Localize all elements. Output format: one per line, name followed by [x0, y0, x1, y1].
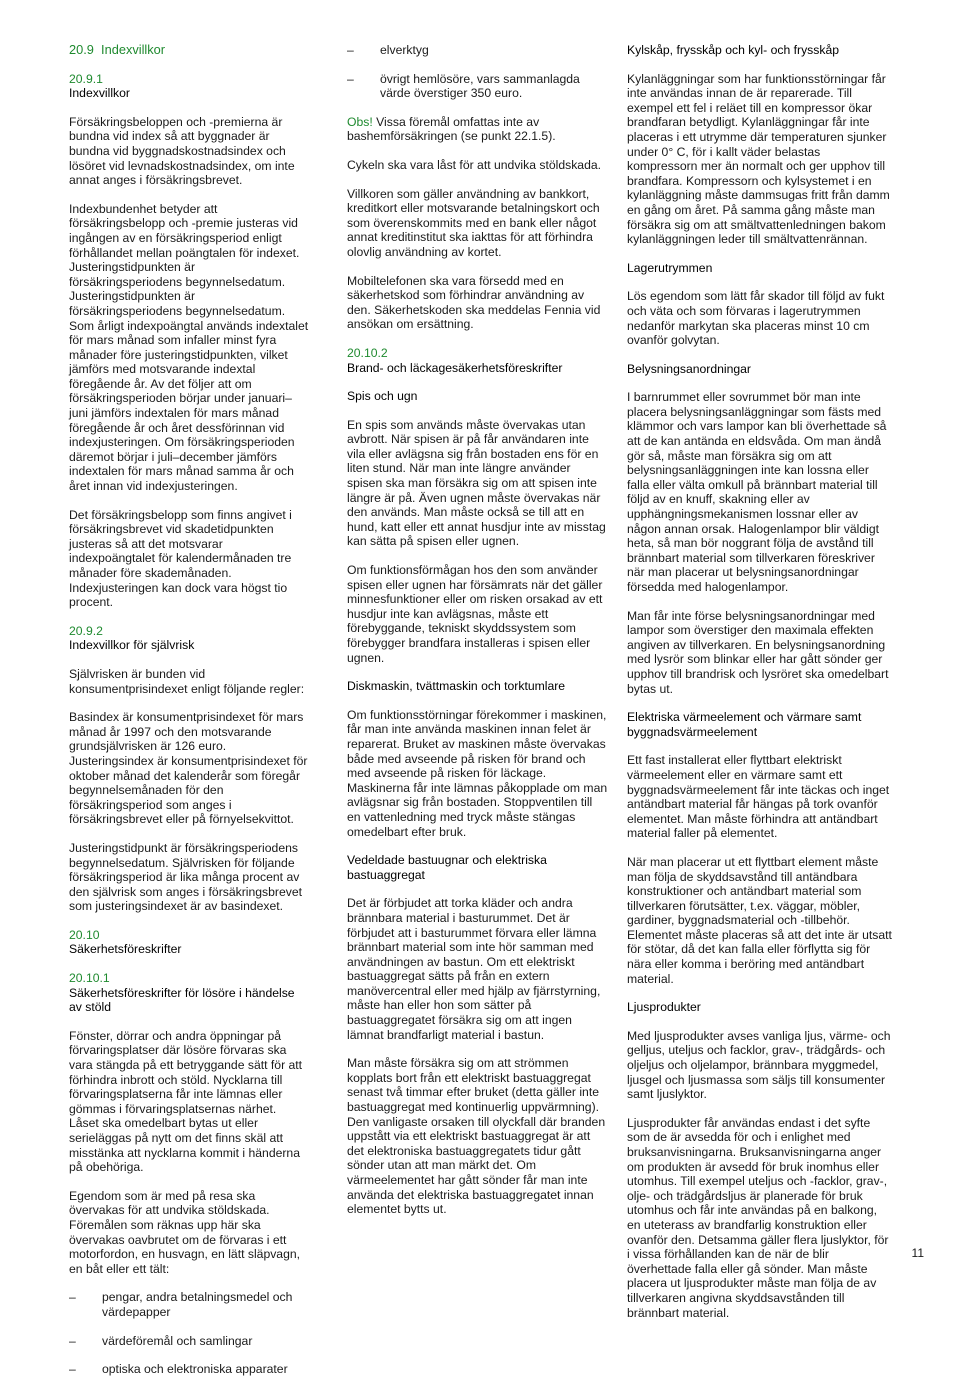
paragraph: Man får inte förse belysningsanordningar med lampor som överstiger den maximala effekten angiven av tillverkaren. En belysningsanordning med lysrör som blinkar eller har gått sönder ger upphov till brandrisk och lysröret ska omedelbart bytas ut. [627, 608, 889, 696]
column-3 [627, 43, 893, 1320]
paragraph: Basindex är konsumentprisindexet för mars månad år 1997 och den motsvarande grundsjälvrisken är 126 euro. Justeringsindex är konsumentprisindexet för oktober månad det kalenderår som föregår begynnelsemånaden för den försäkringsperiod som anges i försäkringsbrevet eller på förnyelsekvittot. [69, 710, 308, 827]
list-item: – värdeföremål och samlingar [69, 1334, 309, 1349]
subsection-title: Indexvillkor [69, 86, 130, 101]
subsection-title: Säkerhetsföreskrifter för lösöre i händelse av stöld [69, 985, 295, 1015]
paragraph: Ljusprodukter får användas endast i det syfte som de är avsedda för och i enlighet med bruksanvisningarna. Bruksanvisningarna anger om produkten är avsedd för bruk inomhus eller utomhus. Till exempel uteljus och -facklor, grav-, olje- och trädgårdsljus är planerade för bruk utomhus och får inte användas på en balkong, en uteterass av brandfarlig konstruktion eller ovanför den. Detsamma gäller flera ljuslyktor, för i vissa förhållanden kan de när de blir överhettade falla eller gå sönder. Man måste placera ut ljusprodukter måste man följa de av tillverkaren angivna skyddsavstånden till brännbart material. [627, 1115, 889, 1320]
paragraph: Villkoren som gäller användning av bankkort, kreditkort eller motsvarande betalningskort och som överenskommits med en bank eller något annat kreditinstitut ska iakttas för att förhindra olovlig användning av kortet. [347, 186, 600, 259]
paragraph: Ett fast installerat eller flyttbart elektriskt värmeelement eller en värmare samt ett byggnadsvärmeelement får inte täckas och inget antändbart material får hängas på tork ovanför elementet. Man måste förhindra att antändbart material faller på elementet. [627, 753, 890, 841]
subsection-heading-20-10-2 [347, 346, 609, 375]
paragraph: Man måste försäkra sig om att strömmen kopplats bort från ett elektriskt bastuaggregat senast två timmar efter bruket (detta gäller inte bastuaggregat med kontinuerlig uppvärmning). Den vanligaste orsaken till olyckfall där branden uppstått via ett elektriskt bastuaggregat är att det elektroniska bastuaggregatets tidur gått sönder utan att man märkt det. Om värmeelementet har gått sönder får man inte använda det elektriska bastuaggregatet innan elementet bytts ut. [347, 1056, 606, 1217]
column-2 [347, 43, 609, 1217]
paragraph: I barnrummet eller sovrummet bör man inte placera belysningsanläggningar som fästs med klämmor och vars lampor kan bli överhettade så att de kan antända en eldsvåda. Om man ändå gör så, måste man försäkra sig om att belysningsanläggningen inte kan lossna eller falla eller välta omkull på brännbart material till följd av en knuff, skakning eller av upphängningsmekanismen lossnar eller av någon annan orsak. Halogenlampor blir väldigt heta, så man bör noggrant följa de avstånd till brännbart material som tillverkaren föreskriver när man placerar ut belysningsanordningar försedda med halogenlampor. [627, 390, 887, 594]
paragraph: Det är förbjudet att torka kläder och andra brännbara material i basturummet. Det är förbjudet att i basturummet förvara eller lämna brännbart material som inte hör samman med användningen av bastun. Om ett elektriskt bastuaggregat sätts på från en extern manövercentral eller med hjälp av fjärrstyrning, måste han eller hon som sätter på bastuaggregatet försäkra sig om att ingen lämnat brandfarligt material i bastun. [347, 896, 601, 1042]
list-item: – övrigt hemlösöre, vars sammanlagda värde överstiger 350 euro. [347, 72, 609, 101]
paragraph: Mobiltelefonen ska vara försedd med en säkerhetskod som förhindrar användning av den. Säkerhetskoden ska meddelas Fennia vid ansökan om ersättning. [347, 273, 601, 332]
subsection-number: 20.10.2 [347, 345, 388, 360]
obs-label: Obs! [347, 114, 373, 129]
list-item: – elverktyg [347, 43, 609, 58]
subsection-heading-20-9-2 [69, 624, 309, 653]
subsection-number: 20.10.1 [69, 971, 110, 986]
subsection-number: 20.9.2 [69, 623, 103, 638]
list-item: – optiska och elektroniska apparater [69, 1362, 309, 1377]
paragraph: Lös egendom som lätt får skador till följd av fukt och väta och som förvaras i lagerutrymmen nedanför markytan ska placeras minst 10 cm ovanför golvytan. [627, 289, 885, 348]
section-title: Indexvillkor [101, 42, 166, 57]
subsection-title: Säkerhetsföreskrifter [69, 942, 182, 957]
paragraph: Justeringstidpunkt är försäkringsperiodens begynnelsedatum. Självrisken för följande försäkringsperiod är lika många procent av den självrisk som anges i försäkringsbrevet som justeringsindexet är av basindexet. [69, 840, 303, 914]
paragraph: En spis som används måste övervakas utan avbrott. När spisen är på får användaren inte vila eller avlägsna sig från bostaden ens för en liten stund. När man inte längre använder spisen ska man försäkra sig om att spisen inte längre är på. Även ugnen måste övervakas när den används. Man måste också se till att en hund, katt eller ett annat husdjur inte av misstag kan sätta på spisen eller ugnen. [347, 417, 606, 549]
subheading: Lagerutrymmen [627, 260, 713, 275]
section-heading-20-9 [69, 43, 309, 58]
column-1 [69, 43, 309, 1377]
subsection-heading-20-10-1 [69, 971, 309, 1015]
subsection-title: Brand- och läckagesäkerhetsföreskrifter [347, 360, 563, 375]
subheading: Kylskåp, frysskåp och kyl- och frysskåp [627, 43, 839, 57]
subheading: Spis och ugn [347, 389, 418, 404]
paragraph: Med ljusprodukter avses vanliga ljus, värme- och gelljus, uteljus och facklor, grav-, trädgårds- och oljeljus och oljelampor, brännbara myggmedel, ljusgel och ljusmassa som säljs till konsumenter samt ljuslyktor. [627, 1028, 891, 1102]
subheading: Belysningsanordningar [627, 361, 751, 376]
paragraph: Om funktionsförmågan hos den som använder spisen eller ugnen har försämrats när det gäller minnesfunktioner eller om risken orsakad av ett husdjur inte kan avlägsnas, måste ett förebyggande, tekniskt skyddssystem som förebygger brandfara installeras i spisen eller ugnen. [347, 563, 603, 665]
paragraph: Självrisken är bunden vid konsumentprisindexet enligt följande regler: [69, 666, 305, 696]
paragraph: Det försäkringsbelopp som finns angivet i försäkringsbrevet vid skadetidpunkten justeras så att det motsvarar indexpoängtalet för kalendermånaden tre månader före skademånaden. Indexjusteringen kan dock vara högst tio procent. [69, 507, 292, 610]
paragraph: Cykeln ska vara låst för att undvika stöldskada. [347, 157, 602, 172]
subsection-title: Indexvillkor för självrisk [69, 638, 195, 653]
subsection-heading-20-9-1 [69, 72, 309, 101]
paragraph: Egendom som är med på resa ska övervakas för att undvika stöldskada. Föremålen som räknas upp här ska övervakas oavbrutet om de förvaras i ett motorfordon, en husvagn, en lätt släpvagn, en båt eller ett tält: [69, 1188, 301, 1276]
subsection-heading-20-10 [69, 928, 309, 957]
subsection-number: 20.9.1 [69, 71, 103, 86]
subheading: Elektriska värmeelement och värmare samt byggnadsvärmeelement [627, 710, 862, 739]
subsection-number: 20.10 [69, 927, 100, 942]
paragraph: Indexbundenhet betyder att försäkringsbelopp och -premie justeras vid ingången av en försäkringsperiod enligt förhållandet mellan poängtalen för indexet. Justeringstidpunkten är försäkringsperiodens begynnelsedatum. Justeringstidpunkten är försäkringsperiodens begynnelsedatum. Som årligt indexpoängtal används indextalet för mars månad som infaller minst fyra månader före justeringstidpunkten, vilket jämförs med motsvarande indextal föregående år. Av det följer att om försäkringsperioden börjar under januari–juni jämförs indextalen för mars månad föregående år och året dessförinnan vid indexjusteringen. Om försäkringsperioden däremot börjar i juli–december jämförs indextalen för mars månad samma år och året innan vid indexjusteringen. [69, 201, 309, 494]
section-number: 20.9 [69, 42, 94, 57]
paragraph: Försäkringsbeloppen och -premierna är bundna vid index så att byggnader är bundna vid byggnadskostnadsindex och lösöret vid levnadskostnadsindex, om inte annat anges i försäkringsbrevet. [69, 114, 295, 188]
subheading: Ljusprodukter [627, 1000, 701, 1015]
paragraph: När man placerar ut ett flyttbart element måste man följa de skyddsavstånd till antändbara konstruktioner och antändbart material som tillverkaren förutsätter, t.ex. väggar, möbler, gardiner, byggnadsmaterial och -tillbehör. Elementet måste placeras så att det inte är utsatt för stötar, då det kan falla eller förflytta sig för nära eller komma i beröring med antändbart material. [627, 854, 892, 986]
list-item: – pengar, andra betalningsmedel och värdepapper [69, 1290, 309, 1319]
paragraph: Kylanläggningar som har funktionsstörningar får inte användas innan de är reparerade. Till exempel ett fel i reläet till en kompressor ökar brandfaran betydligt. Kylanläggningar får inte placeras i ett utrymme där temperaturen sjunker under 0° C, för i kallt väder belastas kompressorn mer än normalt och ger upphov till brandfara. Kompressorn och kylsystemet i en kylanläggning måste dammsugas fritt från damm en gång om året. På samma gång måste man försäkra sig om att smältvattenledningen bakom kylanläggningen leder till smältvattenrännan. [627, 71, 890, 247]
obs-note [347, 115, 609, 144]
page-number: 11 [911, 1246, 924, 1261]
paragraph: Fönster, dörrar och andra öppningar på förvaringsplatser där lösöre förvaras ska vara stängda på ett betryggande sätt för att förhindra inbrott och stöld. Nycklarna till förvaringsplatserna får inte lämnas eller gömmas i förvaringsplatsernas närhet. Låset ska omedelbart bytas ut eller serieläggas på nytt om det finns skäl att misstänka att nycklarna kommit i händerna på obehöriga. [69, 1028, 303, 1175]
obs-text: Vissa föremål omfattas inte av bashemförsäkringen (se punkt 22.1.5). [347, 114, 556, 144]
paragraph: Om funktionsstörningar förekommer i maskinen, får man inte använda maskinen innan felet är reparerat. Bruket av maskinen måste övervakas både med avseende på risken för brand och med avseende på risken för läckage. Maskinerna får inte lämnas påkopplade om man avlägsnar sig från bostaden. Stoppventilen till en vattenledning med tryck måste stängas omedelbart efter bruk. [347, 707, 608, 839]
subheading: Vedeldade bastuugnar och elektriska bastuaggregat [347, 853, 547, 882]
subheading: Diskmaskin, tvättmaskin och torktumlare [347, 679, 566, 694]
